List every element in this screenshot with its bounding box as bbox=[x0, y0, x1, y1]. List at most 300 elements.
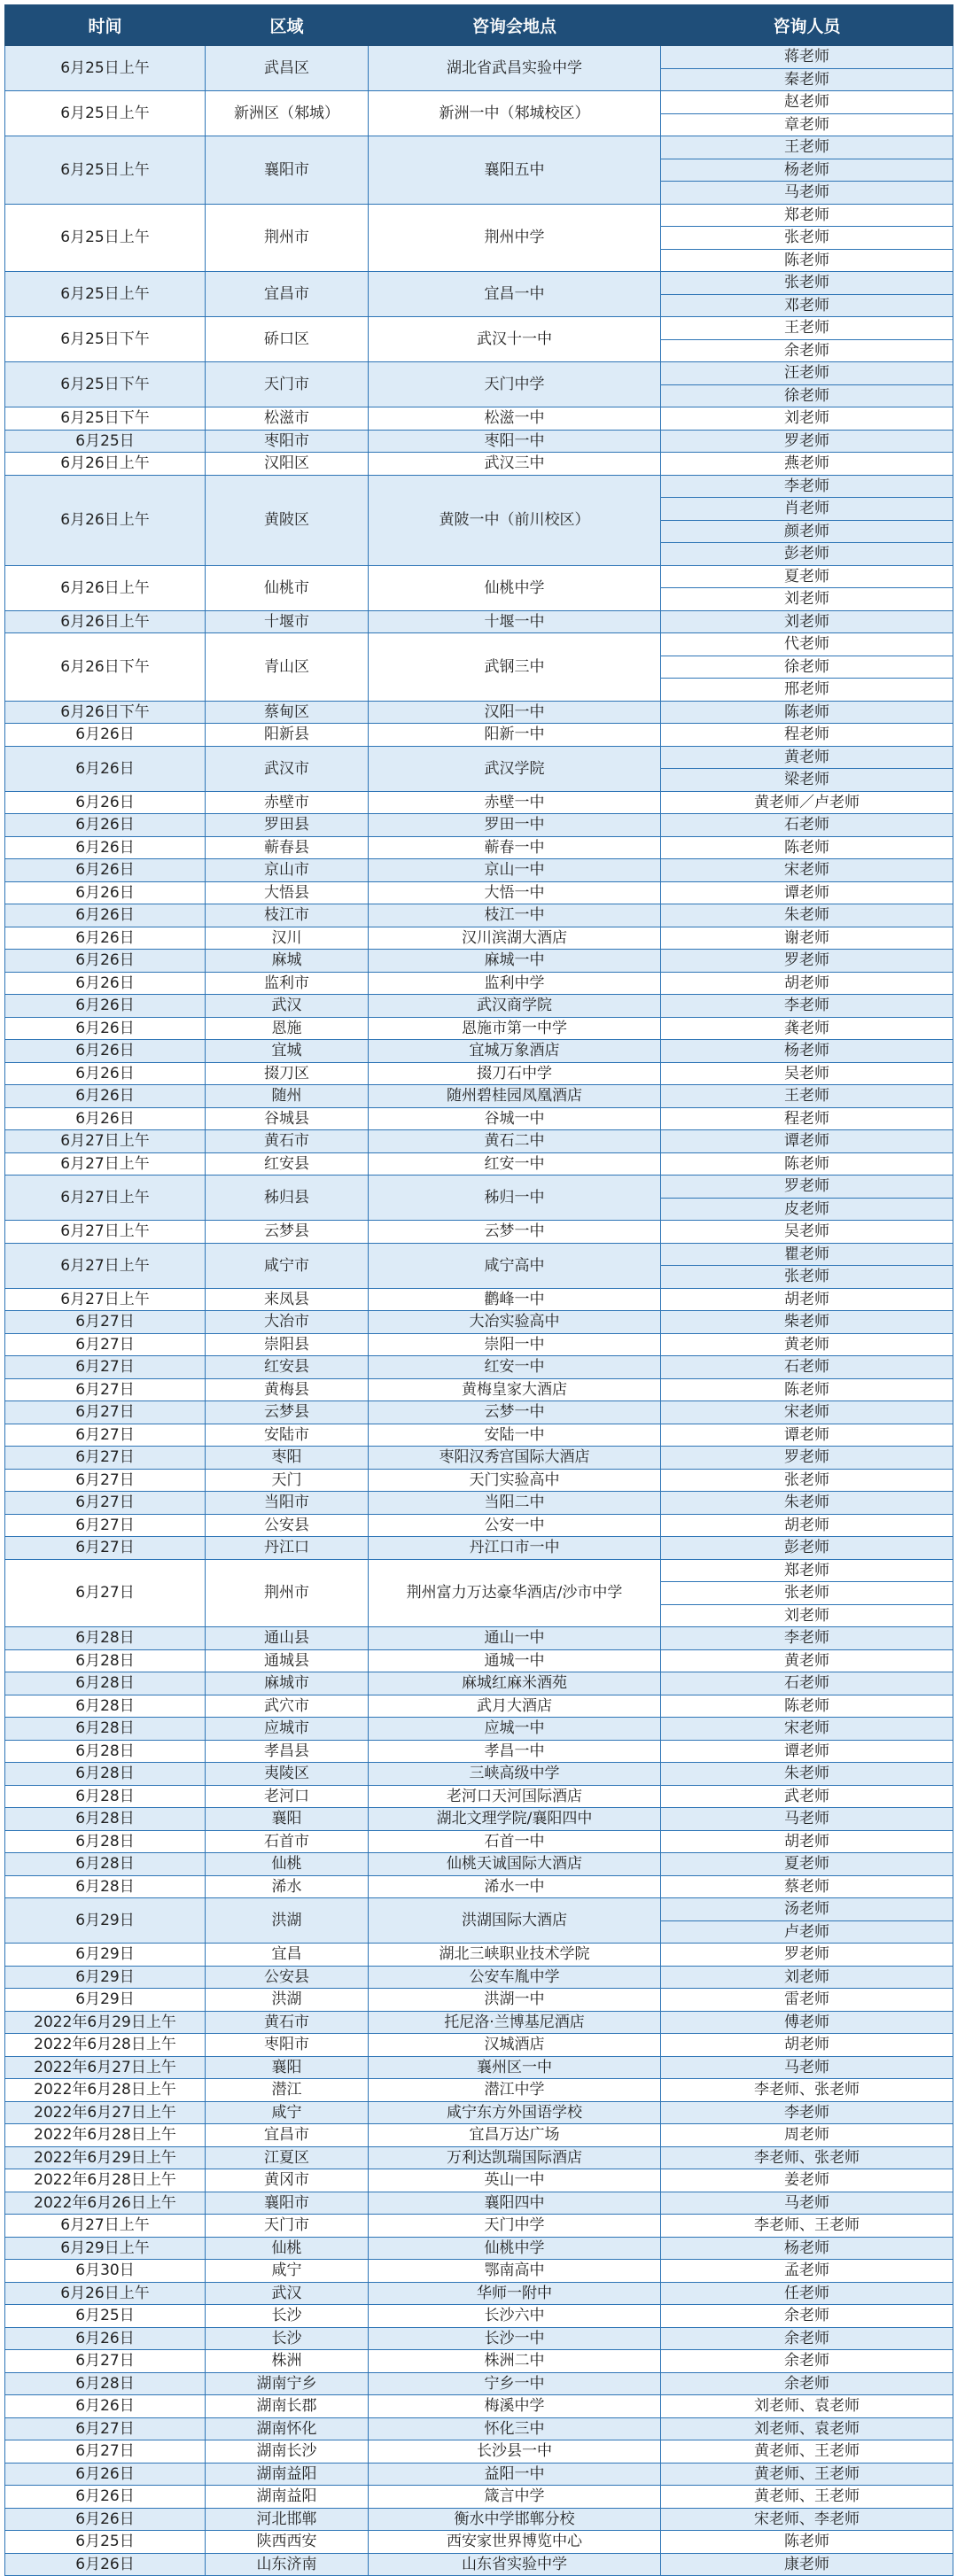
cell-staff: 马老师 bbox=[661, 2192, 953, 2215]
cell-location: 武汉商学院 bbox=[369, 995, 661, 1018]
cell-time: 6月26日 bbox=[5, 2463, 206, 2486]
cell-region: 山东济南 bbox=[206, 2553, 369, 2576]
cell-time: 6月26日 bbox=[5, 2327, 206, 2350]
cell-staff: 姜老师 bbox=[661, 2169, 953, 2192]
cell-time: 6月28日 bbox=[5, 1875, 206, 1898]
cell-region: 宜昌市 bbox=[206, 2124, 369, 2147]
cell-staff: 康老师 bbox=[661, 2553, 953, 2576]
cell-location: 托尼洛·兰博基尼酒店 bbox=[369, 2011, 661, 2034]
cell-location: 当阳二中 bbox=[369, 1492, 661, 1515]
cell-time: 6月26日 bbox=[5, 950, 206, 973]
table-row bbox=[5, 2124, 953, 2147]
cell-time: 6月28日 bbox=[5, 1785, 206, 1808]
table-row bbox=[5, 1492, 953, 1515]
cell-location: 株洲二中 bbox=[369, 2350, 661, 2373]
cell-time: 6月28日 bbox=[5, 1695, 206, 1718]
cell-staff: 彭老师 bbox=[661, 1537, 953, 1560]
cell-location: 咸宁东方外国语学校 bbox=[369, 2101, 661, 2124]
table-row bbox=[5, 1966, 953, 1989]
table-row bbox=[5, 633, 953, 656]
cell-staff: 朱老师 bbox=[661, 1763, 953, 1786]
cell-time: 6月27日 bbox=[5, 1356, 206, 1379]
cell-location: 黄梅皇家大酒店 bbox=[369, 1378, 661, 1401]
cell-time: 6月26日 bbox=[5, 2508, 206, 2531]
cell-location: 三峡高级中学 bbox=[369, 1763, 661, 1786]
table-row bbox=[5, 1785, 953, 1808]
table-row bbox=[5, 2011, 953, 2034]
table-row bbox=[5, 1944, 953, 1967]
cell-staff: 陈老师 bbox=[661, 1378, 953, 1401]
cell-location: 石首一中 bbox=[369, 1830, 661, 1853]
cell-staff: 皮老师 bbox=[661, 1198, 953, 1221]
cell-time: 6月27日 bbox=[5, 1311, 206, 1334]
table-row bbox=[5, 2553, 953, 2576]
cell-region: 罗田县 bbox=[206, 814, 369, 837]
table-row bbox=[5, 1695, 953, 1718]
cell-staff: 代老师 bbox=[661, 633, 953, 656]
cell-staff: 谭老师 bbox=[661, 1740, 953, 1763]
cell-time: 6月25日上午 bbox=[5, 272, 206, 317]
table-row bbox=[5, 2395, 953, 2418]
cell-time: 6月26日 bbox=[5, 2395, 206, 2418]
cell-region: 枣阳市 bbox=[206, 2034, 369, 2057]
cell-region: 枝江市 bbox=[206, 904, 369, 927]
table-row bbox=[5, 1085, 953, 1108]
cell-staff: 徐老师 bbox=[661, 384, 953, 407]
cell-staff: 程老师 bbox=[661, 724, 953, 747]
cell-time: 6月30日 bbox=[5, 2260, 206, 2283]
cell-location: 老河口天河国际酒店 bbox=[369, 1785, 661, 1808]
cell-staff: 罗老师 bbox=[661, 1944, 953, 1967]
cell-staff: 余老师 bbox=[661, 2327, 953, 2350]
table-row bbox=[5, 1875, 953, 1898]
table-row bbox=[5, 2215, 953, 2238]
cell-time: 2022年6月27日上午 bbox=[5, 2056, 206, 2079]
cell-location: 天门中学 bbox=[369, 2215, 661, 2238]
table-row bbox=[5, 2417, 953, 2440]
cell-region: 江夏区 bbox=[206, 2146, 369, 2169]
cell-time: 6月26日 bbox=[5, 1040, 206, 1063]
cell-staff: 刘老师、袁老师 bbox=[661, 2395, 953, 2418]
cell-staff: 胡老师 bbox=[661, 1514, 953, 1537]
table-row bbox=[5, 453, 953, 476]
cell-region: 十堰市 bbox=[206, 610, 369, 633]
cell-region: 秭归县 bbox=[206, 1175, 369, 1221]
cell-region: 京山市 bbox=[206, 859, 369, 882]
table-row bbox=[5, 836, 953, 859]
cell-staff: 张老师 bbox=[661, 272, 953, 295]
table-row bbox=[5, 904, 953, 927]
cell-location: 大冶实验高中 bbox=[369, 1311, 661, 1334]
cell-staff: 刘老师 bbox=[661, 588, 953, 611]
cell-region: 黄冈市 bbox=[206, 2169, 369, 2192]
cell-region: 汉川 bbox=[206, 927, 369, 950]
cell-region: 监利市 bbox=[206, 972, 369, 995]
cell-region: 蕲春县 bbox=[206, 836, 369, 859]
cell-time: 6月27日 bbox=[5, 1333, 206, 1356]
cell-time: 6月26日上午 bbox=[5, 2282, 206, 2305]
cell-staff: 朱老师 bbox=[661, 1492, 953, 1515]
cell-location: 咸宁高中 bbox=[369, 1243, 661, 1288]
cell-region: 恩施 bbox=[206, 1017, 369, 1040]
cell-time: 6月27日上午 bbox=[5, 1175, 206, 1221]
cell-region: 湖南益阳 bbox=[206, 2463, 369, 2486]
cell-location: 益阳一中 bbox=[369, 2463, 661, 2486]
cell-region: 武汉 bbox=[206, 995, 369, 1018]
cell-time: 6月27日 bbox=[5, 1469, 206, 1492]
table-row bbox=[5, 430, 953, 453]
cell-location: 湖北三峡职业技术学院 bbox=[369, 1944, 661, 1967]
table-row bbox=[5, 881, 953, 904]
cell-staff: 李老师、张老师 bbox=[661, 2079, 953, 2102]
cell-time: 6月26日 bbox=[5, 972, 206, 995]
cell-time: 6月26日 bbox=[5, 904, 206, 927]
cell-location: 箴言中学 bbox=[369, 2486, 661, 2509]
cell-location: 洪湖国际大酒店 bbox=[369, 1898, 661, 1944]
cell-staff: 程老师 bbox=[661, 1107, 953, 1130]
cell-staff: 宋老师 bbox=[661, 1718, 953, 1741]
cell-location: 京山一中 bbox=[369, 859, 661, 882]
cell-location: 赤壁一中 bbox=[369, 791, 661, 814]
cell-location: 通山一中 bbox=[369, 1627, 661, 1650]
cell-staff: 马老师 bbox=[661, 2056, 953, 2079]
cell-staff: 肖老师 bbox=[661, 498, 953, 521]
cell-location: 天门实验高中 bbox=[369, 1469, 661, 1492]
cell-staff: 刘老师 bbox=[661, 610, 953, 633]
table-row bbox=[5, 972, 953, 995]
cell-staff: 马老师 bbox=[661, 1808, 953, 1831]
cell-location: 新洲一中（邾城校区） bbox=[369, 91, 661, 136]
cell-region: 来凤县 bbox=[206, 1288, 369, 1311]
cell-region: 通城县 bbox=[206, 1649, 369, 1672]
table-row bbox=[5, 1130, 953, 1153]
cell-location: 浠水一中 bbox=[369, 1875, 661, 1898]
table-row bbox=[5, 927, 953, 950]
table-row bbox=[5, 1514, 953, 1537]
cell-staff: 胡老师 bbox=[661, 972, 953, 995]
table-row bbox=[5, 1378, 953, 1401]
cell-staff: 罗老师 bbox=[661, 1447, 953, 1470]
table-row bbox=[5, 1356, 953, 1379]
table-row bbox=[5, 1333, 953, 1356]
cell-time: 2022年6月28日上午 bbox=[5, 2169, 206, 2192]
header-row bbox=[5, 5, 953, 46]
cell-location: 麻城红麻米酒苑 bbox=[369, 1672, 661, 1695]
table-row bbox=[5, 1243, 953, 1266]
cell-location: 汉川滨湖大酒店 bbox=[369, 927, 661, 950]
cell-staff: 黄老师／卢老师 bbox=[661, 791, 953, 814]
cell-location: 崇阳一中 bbox=[369, 1333, 661, 1356]
cell-region: 黄石市 bbox=[206, 1130, 369, 1153]
cell-location: 湖北文理学院/襄阳四中 bbox=[369, 1808, 661, 1831]
cell-region: 湖南长沙 bbox=[206, 2440, 369, 2463]
cell-region: 天门 bbox=[206, 1469, 369, 1492]
cell-time: 6月29日上午 bbox=[5, 2237, 206, 2260]
cell-location: 襄阳四中 bbox=[369, 2192, 661, 2215]
cell-staff: 吴老师 bbox=[661, 1221, 953, 1244]
cell-staff: 刘老师 bbox=[661, 1966, 953, 1989]
table-row bbox=[5, 2169, 953, 2192]
cell-region: 宜昌市 bbox=[206, 272, 369, 317]
cell-location: 松滋一中 bbox=[369, 407, 661, 431]
cell-staff: 赵老师 bbox=[661, 91, 953, 114]
cell-location: 仙桃中学 bbox=[369, 565, 661, 610]
table-row bbox=[5, 1107, 953, 1130]
cell-staff: 周老师 bbox=[661, 2124, 953, 2147]
cell-staff: 王老师 bbox=[661, 317, 953, 340]
cell-time: 6月25日上午 bbox=[5, 91, 206, 136]
cell-staff: 黄老师 bbox=[661, 1649, 953, 1672]
cell-region: 长沙 bbox=[206, 2327, 369, 2350]
cell-staff: 李老师 bbox=[661, 475, 953, 498]
cell-region: 武昌区 bbox=[206, 46, 369, 91]
cell-location: 衡水中学邯郸分校 bbox=[369, 2508, 661, 2531]
header-location: 咨询会地点 bbox=[369, 5, 661, 46]
cell-region: 仙桃 bbox=[206, 2237, 369, 2260]
cell-region: 洪湖 bbox=[206, 1989, 369, 2012]
table-row bbox=[5, 2372, 953, 2395]
table-row bbox=[5, 204, 953, 227]
cell-staff: 胡老师 bbox=[661, 2034, 953, 2057]
cell-time: 6月28日 bbox=[5, 1627, 206, 1650]
cell-time: 6月25日上午 bbox=[5, 46, 206, 91]
cell-location: 怀化三中 bbox=[369, 2417, 661, 2440]
cell-region: 蔡甸区 bbox=[206, 701, 369, 724]
cell-region: 宜昌 bbox=[206, 1944, 369, 1967]
cell-region: 阳新县 bbox=[206, 724, 369, 747]
cell-time: 6月25日 bbox=[5, 430, 206, 453]
cell-time: 6月27日 bbox=[5, 1424, 206, 1447]
cell-time: 2022年6月29日上午 bbox=[5, 2146, 206, 2169]
cell-time: 6月28日 bbox=[5, 1718, 206, 1741]
cell-staff: 朱老师 bbox=[661, 904, 953, 927]
cell-location: 监利中学 bbox=[369, 972, 661, 995]
cell-region: 河北邯郸 bbox=[206, 2508, 369, 2531]
table-row bbox=[5, 724, 953, 747]
cell-staff: 夏老师 bbox=[661, 1853, 953, 1876]
table-row bbox=[5, 2101, 953, 2124]
cell-staff: 宋老师 bbox=[661, 859, 953, 882]
cell-staff: 张老师 bbox=[661, 1266, 953, 1289]
cell-time: 6月27日上午 bbox=[5, 1152, 206, 1175]
table-row bbox=[5, 272, 953, 295]
cell-location: 山东省实验中学 bbox=[369, 2553, 661, 2576]
cell-time: 6月27日 bbox=[5, 1378, 206, 1401]
cell-location: 长沙县一中 bbox=[369, 2440, 661, 2463]
table-row bbox=[5, 2192, 953, 2215]
cell-time: 6月27日 bbox=[5, 1537, 206, 1560]
cell-location: 华师一附中 bbox=[369, 2282, 661, 2305]
cell-location: 鄂南高中 bbox=[369, 2260, 661, 2283]
cell-staff: 刘老师 bbox=[661, 1604, 953, 1627]
table-row bbox=[5, 91, 953, 114]
cell-staff: 胡老师 bbox=[661, 1288, 953, 1311]
cell-location: 枣阳汉秀宫国际大酒店 bbox=[369, 1447, 661, 1470]
cell-staff: 李老师、王老师 bbox=[661, 2215, 953, 2238]
cell-staff: 陈老师 bbox=[661, 1152, 953, 1175]
cell-time: 6月26日 bbox=[5, 814, 206, 837]
table-row bbox=[5, 1288, 953, 1311]
table-row bbox=[5, 1537, 953, 1560]
cell-region: 湖南怀化 bbox=[206, 2417, 369, 2440]
table-row bbox=[5, 1672, 953, 1695]
cell-location: 汉城酒店 bbox=[369, 2034, 661, 2057]
cell-staff: 张老师 bbox=[661, 227, 953, 250]
cell-staff: 陈老师 bbox=[661, 701, 953, 724]
cell-region: 黄石市 bbox=[206, 2011, 369, 2034]
cell-region: 咸宁 bbox=[206, 2101, 369, 2124]
cell-staff: 刘老师 bbox=[661, 407, 953, 431]
table-row bbox=[5, 2034, 953, 2057]
cell-staff: 汪老师 bbox=[661, 362, 953, 385]
cell-time: 2022年6月27日上午 bbox=[5, 2101, 206, 2124]
cell-location: 湖北省武昌实验中学 bbox=[369, 46, 661, 91]
cell-location: 罗田一中 bbox=[369, 814, 661, 837]
cell-staff: 王老师 bbox=[661, 1085, 953, 1108]
cell-time: 6月27日上午 bbox=[5, 1288, 206, 1311]
cell-staff: 瞿老师 bbox=[661, 1243, 953, 1266]
cell-location: 鹳峰一中 bbox=[369, 1288, 661, 1311]
table-row bbox=[5, 1221, 953, 1244]
cell-region: 孝昌县 bbox=[206, 1740, 369, 1763]
table-row bbox=[5, 950, 953, 973]
cell-region: 襄阳市 bbox=[206, 2192, 369, 2215]
table-row bbox=[5, 2146, 953, 2169]
cell-time: 6月28日 bbox=[5, 2372, 206, 2395]
cell-staff: 罗老师 bbox=[661, 430, 953, 453]
cell-staff: 谢老师 bbox=[661, 927, 953, 950]
cell-staff: 黄老师 bbox=[661, 1333, 953, 1356]
cell-region: 湖南宁乡 bbox=[206, 2372, 369, 2395]
cell-time: 6月26日 bbox=[5, 1085, 206, 1108]
cell-location: 武月大酒店 bbox=[369, 1695, 661, 1718]
cell-location: 十堰一中 bbox=[369, 610, 661, 633]
table-row bbox=[5, 565, 953, 588]
cell-time: 6月27日 bbox=[5, 2417, 206, 2440]
cell-region: 云梦县 bbox=[206, 1401, 369, 1424]
cell-region: 谷城县 bbox=[206, 1107, 369, 1130]
cell-region: 石首市 bbox=[206, 1830, 369, 1853]
cell-region: 云梦县 bbox=[206, 1221, 369, 1244]
cell-location: 云梦一中 bbox=[369, 1401, 661, 1424]
cell-staff: 杨老师 bbox=[661, 2237, 953, 2260]
cell-time: 6月26日上午 bbox=[5, 453, 206, 476]
cell-staff: 石老师 bbox=[661, 1672, 953, 1695]
cell-time: 6月26日 bbox=[5, 995, 206, 1018]
cell-staff: 夏老师 bbox=[661, 565, 953, 588]
cell-time: 6月26日下午 bbox=[5, 633, 206, 702]
cell-region: 赤壁市 bbox=[206, 791, 369, 814]
table-row bbox=[5, 1989, 953, 2012]
cell-staff: 胡老师 bbox=[661, 1830, 953, 1853]
cell-staff: 余老师 bbox=[661, 2350, 953, 2373]
cell-staff: 郑老师 bbox=[661, 1559, 953, 1582]
cell-staff: 李老师 bbox=[661, 1627, 953, 1650]
cell-location: 丹江口市一中 bbox=[369, 1537, 661, 1560]
cell-time: 6月27日 bbox=[5, 2350, 206, 2373]
cell-time: 6月26日上午 bbox=[5, 475, 206, 565]
cell-location: 阳新一中 bbox=[369, 724, 661, 747]
cell-region: 大悟县 bbox=[206, 881, 369, 904]
table-row bbox=[5, 1062, 953, 1085]
cell-location: 随州碧桂园凤凰酒店 bbox=[369, 1085, 661, 1108]
cell-staff: 梁老师 bbox=[661, 769, 953, 792]
table-row bbox=[5, 1559, 953, 1582]
cell-location: 黄陂一中（前川校区） bbox=[369, 475, 661, 565]
cell-staff: 汤老师 bbox=[661, 1898, 953, 1921]
cell-region: 大冶市 bbox=[206, 1311, 369, 1334]
cell-region: 老河口 bbox=[206, 1785, 369, 1808]
cell-location: 武汉三中 bbox=[369, 453, 661, 476]
table-row bbox=[5, 2508, 953, 2531]
cell-region: 株洲 bbox=[206, 2350, 369, 2373]
table-row bbox=[5, 859, 953, 882]
table-row bbox=[5, 610, 953, 633]
table-row bbox=[5, 2056, 953, 2079]
cell-staff: 余老师 bbox=[661, 2305, 953, 2328]
table-row bbox=[5, 2305, 953, 2328]
header-time: 时间 bbox=[5, 5, 206, 46]
cell-location: 武汉学院 bbox=[369, 746, 661, 791]
cell-location: 宁乡一中 bbox=[369, 2372, 661, 2395]
cell-location: 红安一中 bbox=[369, 1356, 661, 1379]
cell-location: 红安一中 bbox=[369, 1152, 661, 1175]
cell-staff: 马老师 bbox=[661, 182, 953, 205]
cell-location: 宜昌一中 bbox=[369, 272, 661, 317]
table-row bbox=[5, 2237, 953, 2260]
cell-region: 掇刀区 bbox=[206, 1062, 369, 1085]
cell-region: 枣阳市 bbox=[206, 430, 369, 453]
table-row bbox=[5, 2350, 953, 2373]
cell-time: 6月26日下午 bbox=[5, 701, 206, 724]
cell-staff: 徐老师 bbox=[661, 656, 953, 679]
cell-location: 谷城一中 bbox=[369, 1107, 661, 1130]
cell-region: 新洲区（邾城） bbox=[206, 91, 369, 136]
cell-location: 荆州中学 bbox=[369, 204, 661, 272]
cell-location: 仙桃中学 bbox=[369, 2237, 661, 2260]
cell-region: 咸宁 bbox=[206, 2260, 369, 2283]
cell-staff: 蔡老师 bbox=[661, 1875, 953, 1898]
table-row bbox=[5, 1424, 953, 1447]
table-row bbox=[5, 1649, 953, 1672]
table-row bbox=[5, 2079, 953, 2102]
cell-staff: 李老师 bbox=[661, 995, 953, 1018]
cell-time: 6月26日上午 bbox=[5, 610, 206, 633]
cell-staff: 黄老师、王老师 bbox=[661, 2486, 953, 2509]
cell-time: 6月28日 bbox=[5, 1808, 206, 1831]
cell-location: 通城一中 bbox=[369, 1649, 661, 1672]
cell-location: 公安车胤中学 bbox=[369, 1966, 661, 1989]
cell-staff: 孟老师 bbox=[661, 2260, 953, 2283]
cell-staff: 张老师 bbox=[661, 1582, 953, 1605]
cell-time: 6月26日 bbox=[5, 746, 206, 791]
cell-staff: 谭老师 bbox=[661, 1130, 953, 1153]
cell-staff: 李老师、张老师 bbox=[661, 2146, 953, 2169]
cell-time: 6月28日 bbox=[5, 1830, 206, 1853]
cell-staff: 陈老师 bbox=[661, 836, 953, 859]
cell-staff: 邓老师 bbox=[661, 294, 953, 317]
cell-region: 麻城市 bbox=[206, 1672, 369, 1695]
table-row bbox=[5, 1017, 953, 1040]
table-row bbox=[5, 1740, 953, 1763]
cell-location: 荆州富力万达豪华酒店/沙市中学 bbox=[369, 1559, 661, 1627]
cell-region: 长沙 bbox=[206, 2305, 369, 2328]
cell-time: 6月27日上午 bbox=[5, 2215, 206, 2238]
cell-staff: 黄老师、王老师 bbox=[661, 2463, 953, 2486]
cell-time: 6月26日 bbox=[5, 1017, 206, 1040]
table-row bbox=[5, 1401, 953, 1424]
cell-staff: 傅老师 bbox=[661, 2011, 953, 2034]
